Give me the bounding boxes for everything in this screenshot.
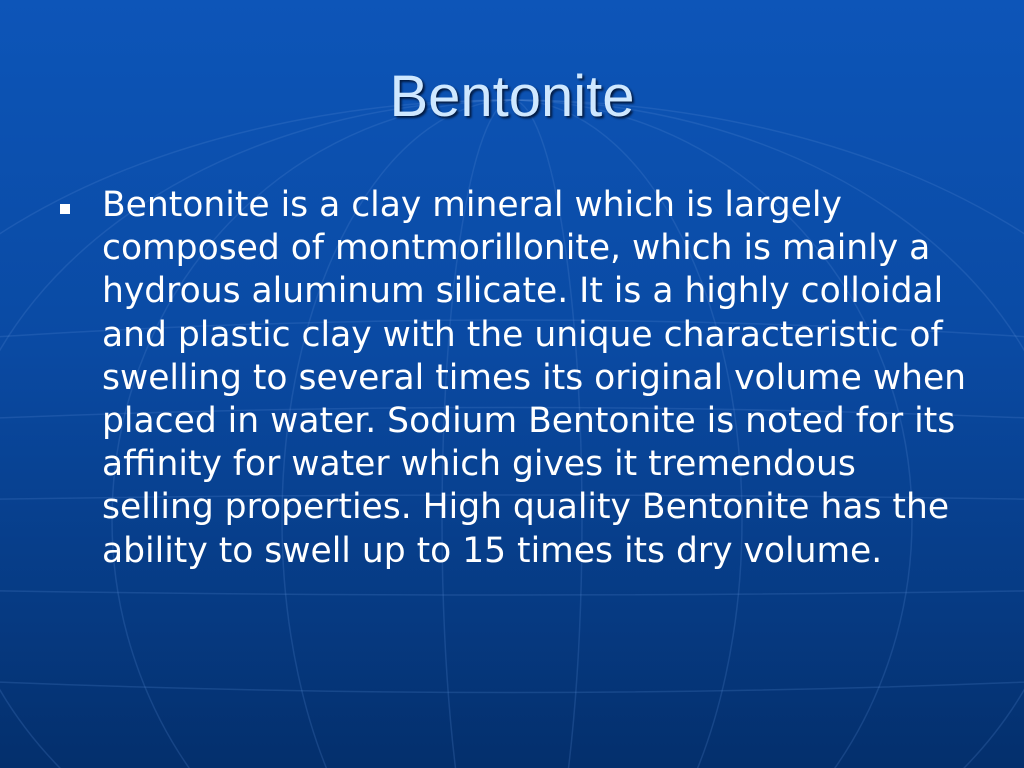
slide-title: Bentonite [389, 64, 635, 129]
bullet-item [60, 184, 970, 573]
square-bullet-icon [60, 204, 70, 214]
bullet-list [60, 184, 970, 573]
bullet-text: Bentonite is a clay mineral which is largely composed of montmorillonite, which is mainly a hydrous aluminum silicate. It is a highly colloidal and plastic clay with the unique characteristic of swelling to several times its original volume when placed in water. Sodium Bentonite is noted for its affinity for water which gives it tremendous selling properties. High quality Bentonite has the ability to swell up to 15 times its dry volume. [102, 185, 967, 571]
